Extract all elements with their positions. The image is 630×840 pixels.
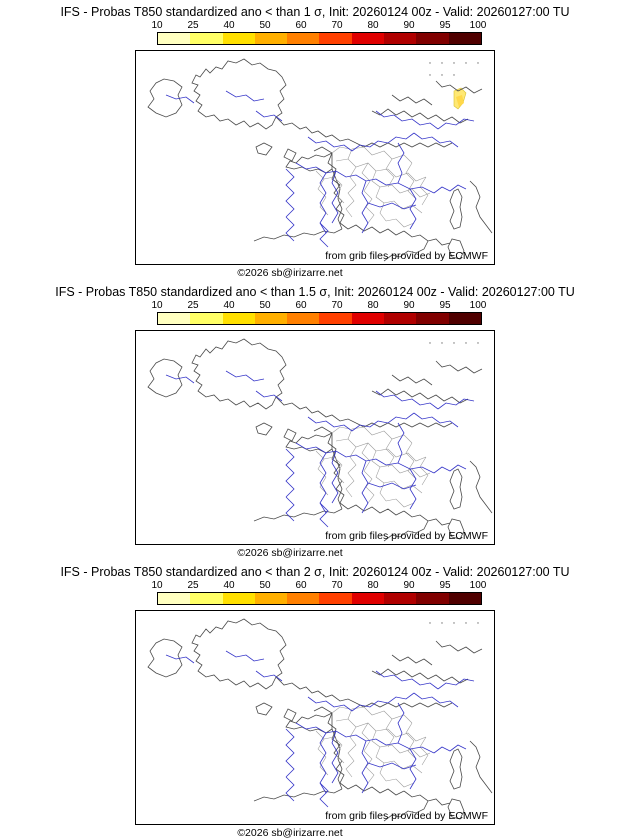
coastlines: [148, 619, 492, 821]
lat-lon-dots: [429, 62, 478, 75]
colorbar-tick: 60: [295, 300, 307, 311]
colorbar: [0, 20, 630, 50]
colorbar-tick: 80: [367, 20, 379, 31]
colorbar-tick: 40: [223, 300, 235, 311]
colorbar-tick: 70: [331, 580, 343, 591]
panel-title: IFS - Probas T850 standardized ano < than 1.5 σ, Init: 20260124 00z - Valid: 20260127:00 TU: [55, 285, 575, 299]
coastlines: [148, 59, 492, 261]
admin-borders: [316, 707, 430, 787]
colorbar-segment: [416, 33, 448, 44]
rivers: [166, 91, 474, 247]
colorbar-tick: 100: [469, 580, 487, 591]
colorbar-segment: [352, 593, 384, 604]
panel-title: IFS - Probas T850 standardized ano < than 1 σ, Init: 20260124 00z - Valid: 20260127:00 TU: [60, 5, 570, 19]
map-vector: [136, 611, 494, 824]
colorbar-segment: [416, 593, 448, 604]
colorbar-segment: [158, 313, 190, 324]
grib-credit: from grib files provided by ECMWF: [325, 250, 488, 262]
colorbar-segment: [190, 33, 222, 44]
colorbar: [0, 300, 630, 330]
colorbar-labels: [0, 580, 630, 592]
map-canvas: [135, 610, 495, 825]
colorbar-tick: 25: [187, 20, 199, 31]
coastlines: [148, 339, 492, 541]
grib-credit: from grib files provided by ECMWF: [325, 530, 488, 542]
anomaly-contours: [454, 88, 466, 109]
colorbar-tick: 100: [469, 300, 487, 311]
colorbar-tick: 25: [187, 580, 199, 591]
colorbar-segment: [416, 313, 448, 324]
colorbar-tick: 90: [403, 300, 415, 311]
colorbar-segment: [449, 313, 481, 324]
colorbar-segment: [449, 33, 481, 44]
colorbar-tick: 40: [223, 580, 235, 591]
copyright-credit: ©2026 sb@irizarre.net: [237, 827, 343, 839]
rivers: [166, 371, 474, 527]
admin-borders: [316, 147, 430, 227]
map-vector: [136, 51, 494, 264]
colorbar-segment: [352, 313, 384, 324]
colorbar-segment: [287, 33, 319, 44]
lat-lon-dots: [429, 342, 478, 343]
colorbar: [0, 580, 630, 610]
colorbar-tick: 70: [331, 20, 343, 31]
colorbar-tick: 95: [439, 20, 451, 31]
panel-title: IFS - Probas T850 standardized ano < than 2 σ, Init: 20260124 00z - Valid: 20260127:00 TU: [60, 565, 570, 579]
copyright-credit: ©2026 sb@irizarre.net: [237, 547, 343, 559]
lat-lon-dots: [429, 622, 478, 623]
colorbar-tick: 90: [403, 580, 415, 591]
colorbar-tick: 50: [259, 20, 271, 31]
colorbar-tick: 60: [295, 20, 307, 31]
colorbar-segment: [223, 593, 255, 604]
forecast-panel-3: [0, 560, 630, 840]
colorbar-labels: [0, 300, 630, 312]
colorbar-segment: [319, 33, 351, 44]
colorbar-segment: [255, 33, 287, 44]
colorbar-segment: [223, 33, 255, 44]
colorbar-segment: [223, 313, 255, 324]
colorbar-tick: 40: [223, 20, 235, 31]
map-canvas: [135, 50, 495, 265]
colorbar-tick: 10: [151, 300, 163, 311]
colorbar-segment: [319, 313, 351, 324]
colorbar-tick: 60: [295, 580, 307, 591]
colorbar-segment: [255, 593, 287, 604]
colorbar-segment: [287, 593, 319, 604]
rivers: [166, 651, 474, 807]
colorbar-tick: 10: [151, 580, 163, 591]
colorbar-segment: [158, 593, 190, 604]
colorbar-segment: [449, 593, 481, 604]
colorbar-tick: 50: [259, 580, 271, 591]
colorbar-segment: [352, 33, 384, 44]
colorbar-tick: 100: [469, 20, 487, 31]
forecast-panel-2: [0, 280, 630, 560]
colorbar-segment: [384, 593, 416, 604]
colorbar-tick: 10: [151, 20, 163, 31]
colorbar-gradient: [157, 32, 482, 45]
colorbar-tick: 95: [439, 580, 451, 591]
colorbar-tick: 80: [367, 300, 379, 311]
copyright-credit: ©2026 sb@irizarre.net: [237, 267, 343, 279]
grib-credit: from grib files provided by ECMWF: [325, 810, 488, 822]
colorbar-tick: 95: [439, 300, 451, 311]
colorbar-segment: [158, 33, 190, 44]
colorbar-gradient: [157, 312, 482, 325]
colorbar-segment: [190, 313, 222, 324]
colorbar-tick: 70: [331, 300, 343, 311]
colorbar-segment: [255, 313, 287, 324]
colorbar-segment: [190, 593, 222, 604]
colorbar-tick: 25: [187, 300, 199, 311]
colorbar-labels: [0, 20, 630, 32]
forecast-panel-1: [0, 0, 630, 280]
admin-borders: [316, 427, 430, 507]
colorbar-tick: 90: [403, 20, 415, 31]
map-vector: [136, 331, 494, 544]
colorbar-tick: 80: [367, 580, 379, 591]
colorbar-segment: [384, 33, 416, 44]
colorbar-gradient: [157, 592, 482, 605]
colorbar-tick: 50: [259, 300, 271, 311]
colorbar-segment: [319, 593, 351, 604]
map-canvas: [135, 330, 495, 545]
colorbar-segment: [287, 313, 319, 324]
colorbar-segment: [384, 313, 416, 324]
